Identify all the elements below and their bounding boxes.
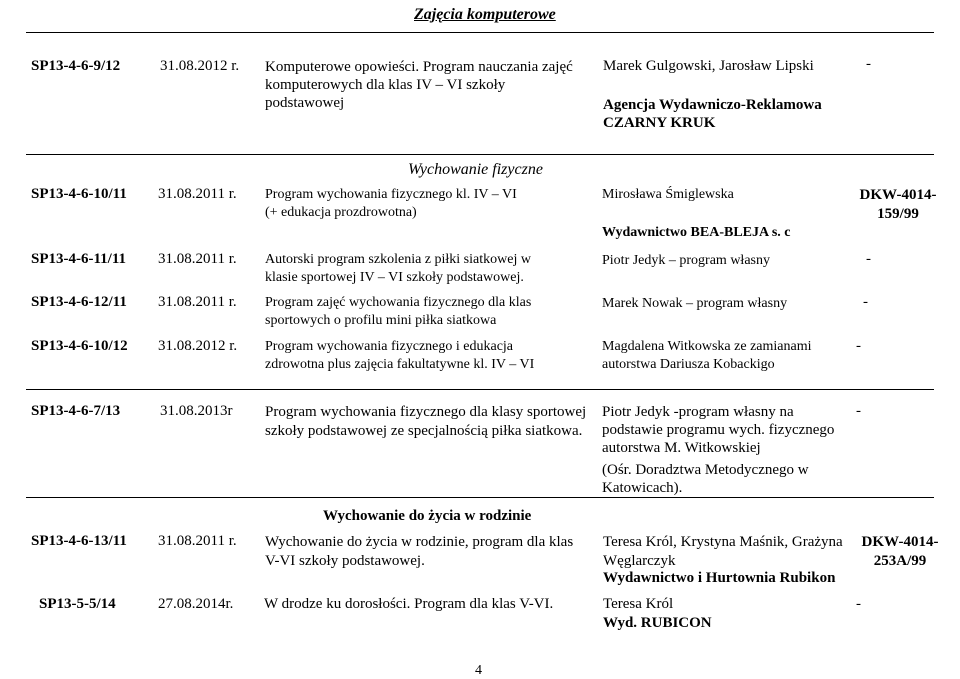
program-code: SP13-4-6-10/12 — [31, 338, 128, 354]
program-authors: Marek Nowak – program własny — [602, 296, 788, 311]
program-code: SP13-4-6-11/11 — [31, 251, 127, 267]
program-code: SP13-4-6-10/11 — [31, 186, 127, 202]
program-title: Program zajęć wychowania fizycznego dla klas sportowych o profilu mini piłka siatkowa — [265, 295, 532, 328]
divider — [26, 389, 934, 390]
program-date: 31.08.2011 r. — [158, 533, 237, 549]
divider — [26, 32, 934, 33]
program-authors: Piotr Jedyk – program własny — [602, 253, 770, 268]
program-code: SP13-4-6-7/13 — [31, 403, 121, 419]
approval-number: - — [856, 338, 861, 354]
program-publisher: Wydawnictwo i Hurtownia Rubikon — [603, 570, 836, 586]
approval-number: - — [856, 596, 861, 612]
program-title: Program wychowania fizycznego i edukacja zdrowotna plus zajęcia fakultatywne kl. IV – VI — [265, 339, 535, 372]
program-authors: Piotr Jedyk -program własny na podstawie programu wych. fizycznego autorstwa M. Witkowskiej (Ośr. Doradztwa Metodycznego w Katowicach). — [602, 404, 835, 496]
program-authors: Mirosława Śmiglewska — [602, 187, 734, 202]
program-date: 31.08.2011 r. — [158, 251, 237, 267]
section-title-computers: Zajęcia komputerowe — [414, 6, 556, 23]
program-title: Autorski program szkolenia z piłki siatkowej w klasie sportowej IV – VI szkoły podstawowej. — [265, 252, 531, 285]
approval-number: DKW-4014- 159/99 — [859, 187, 937, 222]
program-publisher: Agencja Wydawniczo-Reklamowa CZARNY KRUK — [603, 97, 822, 131]
program-authors: Teresa Król — [603, 596, 674, 612]
page-number: 4 — [475, 663, 482, 678]
program-code: SP13-4-6-12/11 — [31, 294, 127, 310]
approval-number: - — [866, 251, 871, 267]
program-publisher: Wydawnictwo BEA-BLEJA s. c — [602, 225, 791, 240]
program-code: SP13-4-6-13/11 — [31, 533, 127, 549]
approval-number: - — [866, 56, 871, 72]
program-title: Komputerowe opowieści. Program nauczania zajęć komputerowych dla klas IV – VI szkoły podstawowej — [265, 59, 573, 111]
divider — [26, 154, 934, 155]
program-date: 31.08.2012 r. — [158, 338, 238, 354]
section-title-family: Wychowanie do życia w rodzinie — [323, 508, 532, 524]
program-code: SP13-4-6-9/12 — [31, 58, 121, 74]
program-authors: Teresa Król, Krystyna Maśnik, Grażyna Węglarczyk — [603, 534, 843, 569]
program-code: SP13-5-5/14 — [39, 596, 116, 612]
approval-number: - — [856, 403, 861, 419]
program-date: 31.08.2011 r. — [158, 294, 237, 310]
program-date: 27.08.2014r. — [158, 596, 234, 612]
program-date: 31.08.2011 r. — [158, 186, 237, 202]
approval-number: - — [863, 294, 868, 310]
program-authors: Marek Gulgowski, Jarosław Lipski — [603, 58, 814, 74]
section-title-pe: Wychowanie fizyczne — [408, 161, 543, 178]
program-date: 31.08.2012 r. — [160, 58, 240, 74]
program-authors: Magdalena Witkowska ze zamianami autorstwa Dariusza Kobackigo — [602, 339, 812, 372]
program-title: Program wychowania fizycznego dla klasy sportowej szkoły podstawowej ze specjalnością piłka siatkowa. — [265, 404, 587, 439]
program-title: Program wychowania fizycznego kl. IV – VI (+ edukacja prozdrowotna) — [265, 187, 517, 220]
program-publisher: Wyd. RUBICON — [603, 615, 712, 631]
divider — [26, 497, 934, 498]
program-title: Wychowanie do życia w rodzinie, program dla klas V-VI szkoły podstawowej. — [265, 534, 574, 569]
approval-number: DKW-4014- 253A/99 — [861, 534, 939, 569]
program-title: W drodze ku dorosłości. Program dla klas V-VI. — [264, 596, 554, 612]
program-date: 31.08.2013r — [160, 403, 233, 419]
